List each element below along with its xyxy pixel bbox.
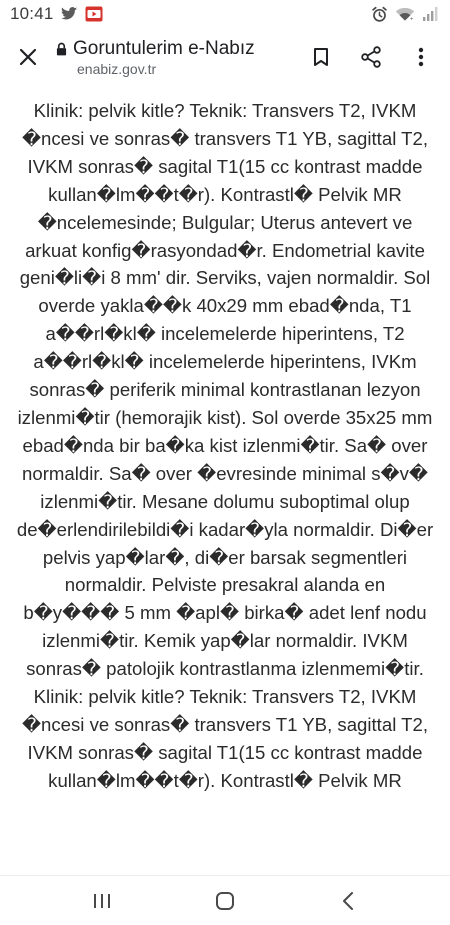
- youtube-icon: [85, 6, 103, 22]
- page-title-block: [56, 38, 298, 77]
- page-title: Goruntulerim e-Nabız: [73, 37, 255, 59]
- close-icon[interactable]: [2, 31, 54, 83]
- share-icon[interactable]: [348, 34, 394, 80]
- home-icon[interactable]: [195, 879, 255, 923]
- wifi-icon: [395, 6, 415, 22]
- recent-apps-icon[interactable]: [72, 879, 132, 923]
- title-row: [56, 38, 298, 60]
- status-right: [371, 6, 438, 23]
- twitter-icon: [61, 7, 78, 21]
- alarm-icon: [371, 6, 388, 23]
- custom-tab-toolbar: [0, 28, 450, 86]
- toolbar-actions: [298, 34, 444, 80]
- report-text: Klinik: pelvik kitle? Teknik: Transvers T2, IVKM �ncesi ve sonras� transvers T1 YB, sagittal T2, IVKM sonras� sagital T1(15 cc kontrast madde kullan�lm��t�r). Kontrastl� Pelvik MR �ncelemesinde; Bulgular; Uterus antevert ve arkuat konfig�rasyondad�r. Endometrial kavite geni�li�i 8 mm' dir. Serviks, vajen normaldir. Sol overde yakla��k 40x29 mm ebad�nda, T1 a��rl�kl� incelemelerde hiperintens, T2 a��rl�kl� incelemelerde hiperintens, IVKm sonras� periferik minimal kontrastlanan lezyon izlenmi�tir (hemorajik kist). Sol overde 35x25 mm ebad�nda bir ba�ka kist izlenmi�tir. Sa� over normaldir. Sa� over �evresinde minimal s�v� izlenmi�tir. Mesane dolumu suboptimal olup de�erlendirilebildi�i kadar�yla normaldir. Di�er pelvis yap�lar�, di�er barsak segmentleri normaldir. Pelviste presakral alanda en b�y��� 5 mm �apl� birka� adet lenf nodu izlenmi�tir. Kemik yap�lar normaldir. IVKM sonras� patolojik kontrastlanma izlenmemi�tir. Klinik: pelvik kitle? Teknik: Transvers T2, IVKM �ncesi ve sonras� transvers T1 YB, sagittal T2, IVKM sonras� sagital T1(15 cc kontrast madde kullan�lm��t�r). Kontrastl� Pelvik MR: [16, 100, 434, 791]
- page-url: enabiz.gov.tr: [77, 60, 157, 77]
- system-nav-bar: [0, 875, 450, 925]
- svg-text:+: +: [410, 16, 414, 22]
- status-time: 10:41: [10, 4, 54, 23]
- lock-icon: [56, 42, 67, 56]
- signal-icon: [422, 6, 438, 22]
- status-bar: [0, 0, 450, 28]
- more-vert-icon[interactable]: [398, 34, 444, 80]
- back-icon[interactable]: [318, 879, 378, 923]
- page-content[interactable]: [0, 96, 450, 874]
- status-left: [10, 4, 103, 24]
- bookmark-icon[interactable]: [298, 34, 344, 80]
